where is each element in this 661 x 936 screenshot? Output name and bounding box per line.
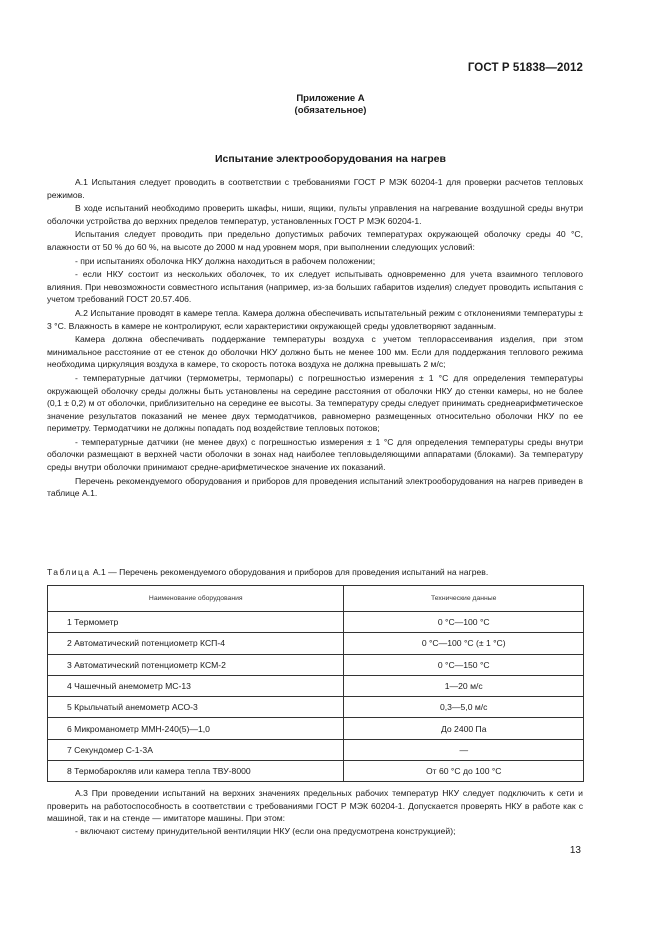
- paragraph: А.1 Испытания следует проводить в соответствии с требованиями ГОСТ Р МЭК 60204-1 для проверки расчетов тепловых режимов.: [47, 177, 583, 200]
- table-row: [48, 718, 584, 739]
- paragraph: Испытания следует проводить при предельно допустимых рабочих температурах окружающей оболочку среды 40 °С, влажности от 50 % до 60 %, на высоте до 2000 м над уровнем моря, при выполнении следующих условий:: [47, 229, 583, 252]
- paragraph: Перечень рекомендуемого оборудования и приборов для проведения испытаний электрооборудования на нагрев приведен в таблице А.1.: [47, 475, 583, 499]
- table-row: [48, 612, 584, 633]
- table-header-row: [48, 586, 584, 612]
- equipment-name-cell: 3 Автоматический потенциометр КСМ-2: [48, 654, 344, 675]
- section-heading: Испытание электрооборудования на нагрев: [215, 153, 446, 165]
- paragraph: - температурные датчики (не менее двух) с погрешностью измерения ± 1 °С для определения температуры среды внутри оболочки размещают в верхней части оболочки в зонах над наиболее тепловыделяющими аппаратами (блоками). За температуру среды внутри оболочки принимают средне-арифметическое значение их показаний.: [47, 436, 583, 473]
- paragraph: - включают систему принудительной вентиляции НКУ (если она предусмотрена конструкцией);: [75, 825, 456, 836]
- table-row: [48, 654, 584, 675]
- column-header-equipment: Наименование оборудования: [48, 586, 344, 612]
- column-header-specs: Технические данные: [344, 586, 584, 612]
- spec-cell: До 2400 Па: [344, 718, 584, 739]
- appendix-heading: [0, 93, 661, 117]
- equipment-name-cell: 4 Чашечный анемометр МС-13: [48, 675, 344, 696]
- table-row: [48, 739, 584, 760]
- appendix-subtitle: (обязательное): [294, 105, 367, 116]
- paragraph: А.3 При проведении испытаний на верхних значениях предельных рабочих температур НКУ следует подключить к сети и проверить на работоспособность в соответствии с требованиями ГОСТ Р МЭК 60204-1. Допускается проверять НКУ в работе как с машиной, так и на стенде — имитаторе машины. При этом:: [47, 788, 583, 824]
- body-text: [47, 176, 583, 501]
- table-caption-label: Таблица: [47, 567, 91, 577]
- paragraph: - при испытаниях оболочка НКУ должна находиться в рабочем положении;: [75, 255, 376, 266]
- post-table-text: [47, 787, 583, 837]
- spec-cell: 0 °С—150 °С: [344, 654, 584, 675]
- spec-cell: 0,3—5,0 м/с: [344, 697, 584, 718]
- paragraph: В ходе испытаний необходимо проверить шкафы, ниши, ящики, пульты управления на нагревание воздушной среды внутри оболочки устройства до верхних пределов температур, установленных ГОСТ Р МЭК 60204-1.: [47, 203, 583, 226]
- spec-cell: —: [344, 739, 584, 760]
- document-id: ГОСТ Р 51838—2012: [467, 62, 583, 74]
- equipment-name-cell: 1 Термометр: [48, 612, 344, 633]
- page-number: 13: [569, 845, 581, 856]
- table-row: [48, 697, 584, 718]
- equipment-name-cell: 6 Микроманометр ММН-240(5)—1,0: [48, 718, 344, 739]
- paragraph: - температурные датчики (термометры, термопары) с погрешностью измерения ± 1 °С для определения температуры окружающей оболочку среды должны быть установлены на середине расстояния от оболочки НКУ до стенки камеры, но не более (0,1 ± 0,2) м от оболочки, приблизительно на середине ее высоты. За температуру среды следует принимать среднеарифметическое значение результатов показаний не менее двух термодатчиков, равномерно размещенных относительно оболочки НКУ по ее периметру. Термодатчики не должны попадать под воздействие тепловых потоков;: [47, 372, 583, 434]
- spec-cell: 0 °С—100 °С: [344, 612, 584, 633]
- equipment-table: [47, 585, 584, 782]
- table-row: [48, 633, 584, 654]
- paragraph: - если НКУ состоит из нескольких оболочек, то их следует испытывать одновременно для учета взаимного теплового влияния. При невозможности совместного испытания (например, из-за больших габаритов изделия) следует проводить испытания с учетом требований ГОСТ 20.57.406.: [47, 269, 583, 305]
- table-caption-text: А.1 — Перечень рекомендуемого оборудования и приборов для проведения испытаний на нагрев.: [90, 567, 489, 577]
- table-caption: [47, 566, 587, 578]
- equipment-name-cell: 5 Крыльчатый анемометр АСО-3: [48, 697, 344, 718]
- table-row: [48, 675, 584, 696]
- spec-cell: 0 °С—100 °С (± 1 °С): [344, 633, 584, 654]
- equipment-name-cell: 7 Секундомер С-1-3А: [48, 739, 344, 760]
- table-row: [48, 761, 584, 782]
- equipment-name-cell: 8 Термобарокляв или камера тепла ТВУ-8000: [48, 761, 344, 782]
- spec-cell: 1—20 м/с: [344, 675, 584, 696]
- appendix-title: Приложение А: [296, 93, 365, 104]
- spec-cell: От 60 °С до 100 °С: [344, 761, 584, 782]
- paragraph: А.2 Испытание проводят в камере тепла. Камера должна обеспечивать испытательный режим с отклонениями температуры ± 3 °С. Влажность в камере не контролируют, если характеристики окружающей среды удовлетворяют заданным.: [47, 307, 583, 331]
- equipment-name-cell: 2 Автоматический потенциометр КСП-4: [48, 633, 344, 654]
- paragraph: Камера должна обеспечивать поддержание температуры воздуха с учетом теплорассеивания изделия, при этом минимальное расстояние от ее стенок до оболочки НКУ должно быть не менее 100 мм. Если для поддержания теплового режима необходима циркуляция воздуха в камере, то скорость потока воздуха не должна превышать 2 м/с;: [47, 334, 583, 370]
